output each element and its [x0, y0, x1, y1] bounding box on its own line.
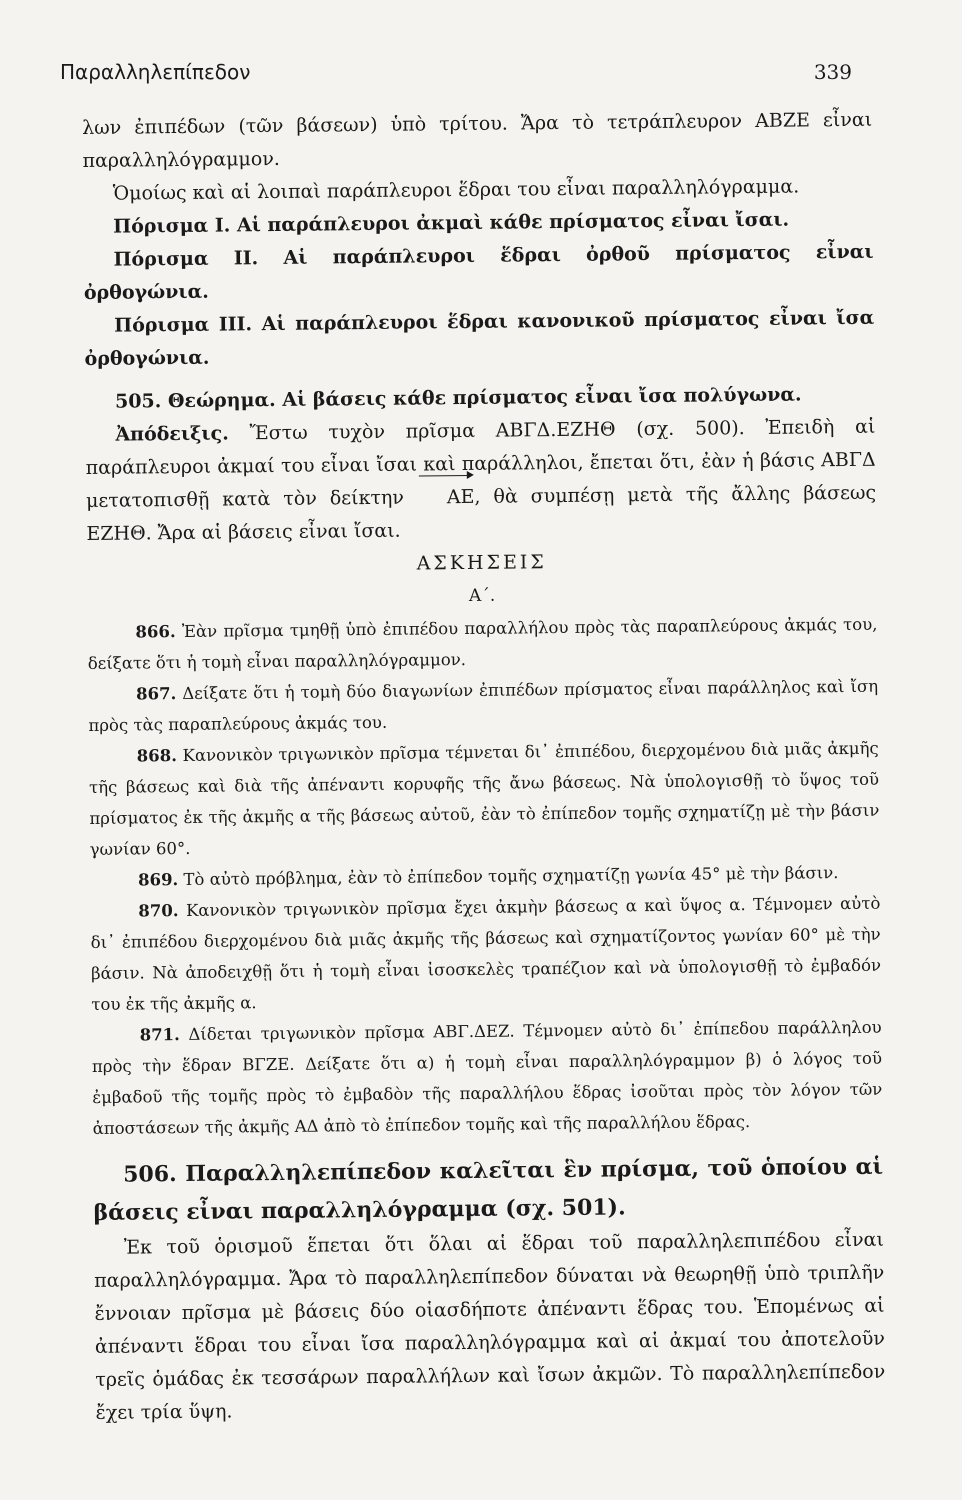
exercise-number: 869.	[137, 870, 179, 890]
exercise-list	[87, 609, 882, 1144]
exercise-868	[89, 733, 880, 865]
corollary-1: Πόρισμα I. Αἱ παράπλευροι ἀκμαὶ κάθε πρίσματος εἶναι ἴσαι.	[113, 208, 790, 238]
exercise-number: 868.	[136, 746, 178, 766]
exercise-number: 871.	[139, 1025, 180, 1045]
exercise-text: Ἐὰν πρῖσμα τμηθῇ ὑπὸ ἐπιπέδου παραλλήλου πρὸς τὰς παραπλεύρους ἀκμάς του, δείξατε ὅτι ἡ τομὴ εἶναι παραλληλόγραμμον.	[87, 614, 878, 673]
page-number: 339	[813, 60, 852, 84]
vector-arrow-icon	[419, 475, 473, 485]
exercise-867	[88, 671, 879, 741]
corollary-2: Πόρισμα II. Αἱ παράπλευροι ἕδραι ὀρθοῦ πρίσματος εἶναι ὀρθογώνια.	[83, 240, 874, 304]
exercise-number: 867.	[135, 684, 177, 704]
proof-label: Ἀπόδειξις.	[115, 422, 229, 446]
page-body	[82, 104, 886, 1430]
exercise-text: Δίδεται τριγωνικὸν πρῖσμα ΑΒΓ.ΔΕΖ. Τέμνομεν αὐτὸ δι᾽ ἐπίπεδου παράλληλου πρὸς τὴν ἕδραν ΒΓΖΕ. Δείξατε ὅτι α) ἡ τομὴ εἶναι παραλληλόγραμμον β) ὁ λόγος τοῦ ἐμβαδοῦ τῆς τομῆς πρὸς τὸ ἐμβαδὸν τῆς παραλλήλου ἕδρας ἰσοῦται πρὸς τὸν λόγον τῶν ἀποστάσεων τῆς ἀκμῆς ΑΔ ἀπὸ τὸ ἐπίπεδον τομῆς καὶ τῆς παραλλήλου ἕδρας.	[91, 1017, 883, 1138]
exercise-866	[87, 609, 878, 679]
running-title: Παραλληλεπίπεδον	[60, 60, 251, 84]
section-506-text: Ἐκ τοῦ ὁρισμοῦ ἕπεται ὅτι ὅλαι αἱ ἕδραι τοῦ παραλληλεπιπέδου εἶναι παραλληλόγραμμα. Ἄρα τὸ παραλληλεπίπεδον δύναται νὰ θεωρηθῇ ὑπὸ τριπλῆν ἔννοιαν πρῖσμα μὲ βάσεις δύο οἱασδήποτε ἀπέναντι ἕδρας του. Ἑπομένως αἱ ἀπέναντι ἕδραι του εἶναι ἴσα παραλληλόγραμμα καὶ αἱ ἀκμαί του ἀποτελοῦν τρεῖς ὁμάδας ἐκ τεσσάρων παραλλήλων καὶ ἴσων ἀκμῶν. Τὸ παραλληλεπίπεδον ἔχει τρία ὕψη.	[94, 1228, 886, 1424]
exercise-871	[92, 1012, 883, 1144]
corollary-3: Πόρισμα III. Αἱ παράπλευροι ἕδραι κανονικοῦ πρίσματος εἶναι ἴσα ὀρθογώνια.	[84, 306, 875, 370]
proof-text-2: , θὰ συμπέσῃ μετὰ τῆς ἄλλης βάσεως ΕΖΗΘ. Ἄρα αἱ βάσεις εἶναι ἴσαι.	[86, 481, 877, 545]
vector-ae	[417, 481, 475, 515]
proof-paragraph	[85, 411, 876, 551]
exercise-870	[90, 888, 881, 1020]
exercise-text: Κανονικὸν τριγωνικὸν πρῖσμα τέμνεται δι᾽ ἐπιπέδου, διερχομένου διὰ μιᾶς ἀκμῆς τῆς βάσεως καὶ διὰ τῆς ἀπέναντι κορυφῆς τῆς ἄνω βάσεως. Νὰ ὑπολογισθῇ τὸ ὕψος τοῦ πρίσματος ἐκ τῆς ἀκμῆς α τῆς βάσεως αὐτοῦ, ἐὰν τὸ ἐπίπεδον τομῆς σχηματίζῃ μὲ τὴν βάσιν γωνίαν 60°.	[88, 738, 880, 859]
theorem-505: 505. Θεώρημα. Αἱ βάσεις κάθε πρίσματος εἶναι ἴσα πολύγωνα.	[114, 383, 802, 413]
proof-text-1: Ἔστω τυχὸν πρῖσμα ΑΒΓΔ.ΕΖΗΘ (σχ. 500). Ἐπειδὴ αἱ παράπλευροι ἀκμαί του εἶναι ἴσαι καὶ παράλληλοι, ἔπεται ὅτι, ἐὰν ἡ βάσις ΑΒΓΔ μετατοπισθῇ κατὰ τὸν δείκτην	[85, 415, 876, 512]
exercise-text: Δείξατε ὅτι ἡ τομὴ δύο διαγωνίων ἐπιπέδων πρίσματος εἶναι παράλληλος καὶ ἴση πρὸς τὰς παραπλεύρους ἀκμάς του.	[88, 676, 879, 735]
vector-label: ΑΕ	[446, 485, 475, 509]
exercise-number: 866.	[135, 622, 176, 642]
exercises-title: ΑΣΚΗΣΕΙΣ	[416, 551, 547, 575]
exercise-text: Κανονικὸν τριγωνικὸν πρῖσμα ἔχει ἀκμὴν βάσεως α καὶ ὕψος α. Τέμνομεν αὐτὸ δι᾽ ἐπιπέδου διερχομένου διὰ μιᾶς ἀκμῆς τῆς βάσεως καὶ σχηματίζοντος γωνίαν 60° μὲ τὴν βάσιν. Νὰ ἀποδειχθῇ ὅτι ἡ τομὴ εἶναι ἰσοσκελὲς τραπέζιον καὶ νὰ ὑπολογισθῇ τὸ ἐμβαδόν του ἐκ τῆς ἀκμῆς α.	[90, 893, 882, 1014]
exercises-subtitle: Α΄.	[468, 585, 496, 606]
section-506-heading: 506. Παραλληλεπίπεδον καλεῖται ἓν πρίσμα, τοῦ ὁποίου αἱ βάσεις εἶναι παραλληλόγραμμα (σχ. 501).	[93, 1153, 884, 1226]
paragraph-intro-continued: λων ἐπιπέδων (τῶν βάσεων) ὑπὸ τρίτου. Ἄρα τὸ τετράπλευρον ΑΒΖΕ εἶναι παραλληλόγραμμον.	[82, 108, 873, 172]
paragraph-similarly: Ὁμοίως καὶ αἱ λοιπαὶ παράπλευροι ἕδραι του εἶναι παραλληλόγραμμα.	[112, 175, 800, 205]
running-head	[60, 60, 852, 84]
exercise-number: 870.	[138, 901, 179, 921]
exercise-text: Τὸ αὐτὸ πρόβλημα, ἐὰν τὸ ἐπίπεδον τομῆς σχηματίζῃ γωνία 45° μὲ τὴν βάσιν.	[183, 863, 839, 889]
